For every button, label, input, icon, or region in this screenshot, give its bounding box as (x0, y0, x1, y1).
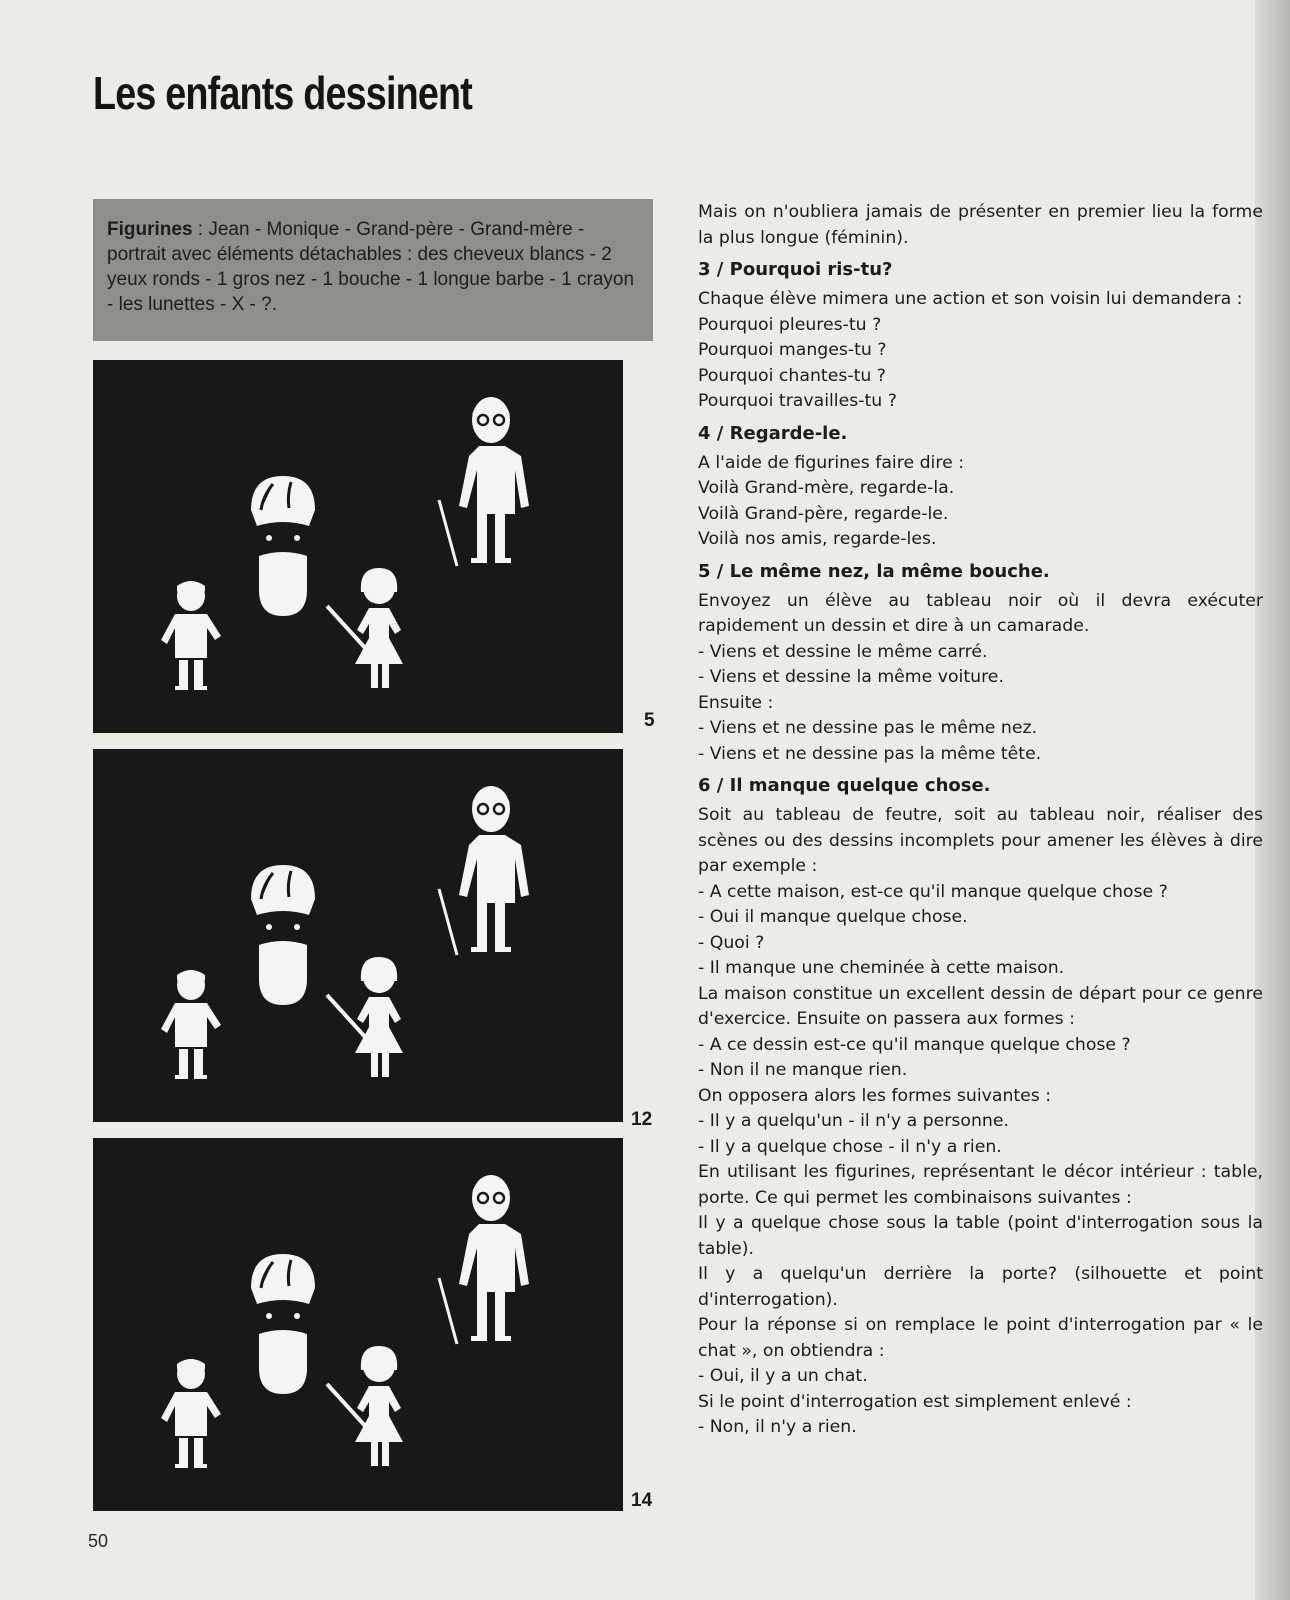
section-line: Ensuite : (698, 692, 774, 713)
illustration-panel-14 (93, 1138, 623, 1511)
grandfather-figure (439, 786, 529, 955)
section-line: Pourquoi pleures-tu ? (698, 314, 882, 335)
figurines-illustration (93, 749, 623, 1122)
section-line: - Quoi ? (698, 932, 765, 953)
section-line: Il y a quelqu'un derrière la porte? (silhouette et point d'interrogation). (698, 1264, 1263, 1310)
bearded-face (251, 476, 315, 616)
section-line: Voilà Grand-père, regarde-le. (698, 503, 949, 524)
section-line: Voilà nos amis, regarde-les. (698, 529, 937, 549)
section-heading: 3 / Pourquoi ris-tu? (698, 259, 893, 280)
page-number: 50 (88, 1531, 109, 1551)
section-line: Soit au tableau de feutre, soit au tableau noir, réaliser des scènes ou des dessins incomplets pour amener les élèves à dire par exemple : (698, 805, 1263, 876)
grandfather-figure (439, 1175, 529, 1344)
figurines-illustration (93, 1138, 623, 1511)
section-heading: 5 / Le même nez, la même bouche. (698, 560, 1050, 582)
section-line: On opposera alors les formes suivantes : (698, 1085, 1052, 1106)
section-line: Pourquoi manges-tu ? (698, 340, 887, 360)
section-line: Pour la réponse si on remplace le point d'interrogation par « le chat », on obtiendra : (698, 1315, 1263, 1361)
panel-number: 5 (644, 710, 655, 731)
bearded-face (251, 865, 315, 1005)
boy-figure (161, 970, 221, 1079)
section-line: Si le point d'interrogation est simplement enlevé : (698, 1391, 1132, 1412)
section-line: - Viens et dessine la même voiture. (698, 667, 1004, 687)
section-line: - Viens et ne dessine pas le même nez. (698, 718, 1038, 738)
girl-figure (327, 568, 403, 688)
figurines-label: Figurines (107, 219, 193, 240)
section-line: Il y a quelque chose sous la table (point d'interrogation sous la table). (698, 1213, 1263, 1259)
body-text-column (698, 200, 1263, 1441)
grandfather-figure (439, 397, 529, 566)
section-heading: 6 / Il manque quelque chose. (698, 775, 991, 796)
girl-figure (327, 1346, 403, 1466)
section-line: Pourquoi chantes-tu ? (698, 365, 886, 386)
page-title: Les enfants dessinent (93, 67, 472, 119)
section-line: Envoyez un élève au tableau noir où il devra exécuter rapidement un dessin et dire à un camarade. (698, 590, 1263, 636)
panel-number: 12 (631, 1109, 653, 1130)
figurines-text: : Jean - Monique - Grand-père - Grand-mère - portrait avec éléments détachables : des cheveux blancs - 2 yeux ronds - 1 gros nez - 1 bouche - 1 longue barbe - 1 crayon - les lunettes - X - ?. (107, 219, 635, 315)
section-line: La maison constitue un excellent dessin de départ pour ce genre d'exercice. Ensuite on passera aux formes : (698, 983, 1263, 1029)
section-line: - Viens et dessine le même carré. (698, 641, 988, 662)
section-line: - Il y a quelqu'un - il n'y a personne. (698, 1111, 1009, 1131)
section-line: - Oui il manque quelque chose. (698, 907, 968, 927)
illustration-panel-12 (93, 749, 623, 1122)
section-line: Chaque élève mimera une action et son voisin lui demandera : (698, 289, 1243, 309)
section-line: - Il manque une cheminée à cette maison. (698, 958, 1065, 978)
panel-number: 14 (631, 1490, 653, 1511)
section-line: - A cette maison, est-ce qu'il manque quelque chose ? (698, 881, 1168, 902)
figurines-box (93, 199, 653, 341)
section-line: A l'aide de figurines faire dire : (698, 452, 965, 473)
boy-figure (161, 581, 221, 690)
section-heading: 4 / Regarde-le. (698, 422, 848, 444)
illustration-panel-5 (93, 360, 623, 733)
section-line: - Il y a quelque chose - il n'y a rien. (698, 1136, 1002, 1157)
section-line: - Non, il n'y a rien. (698, 1417, 857, 1437)
section-line: Voilà Grand-mère, regarde-la. (698, 478, 955, 498)
intro-paragraph: Mais on n'oubliera jamais de présenter en premier lieu la forme la plus longue (féminin). (698, 202, 1263, 248)
section-line: - A ce dessin est-ce qu'il manque quelque chose ? (698, 1034, 1131, 1055)
section-line: - Oui, il y a un chat. (698, 1366, 868, 1386)
section-line: Pourquoi travailles-tu ? (698, 391, 897, 411)
sections-list (698, 257, 1263, 1441)
figurines-illustration (93, 360, 623, 733)
section-line: - Viens et ne dessine pas la même tête. (698, 743, 1042, 764)
section-line: - Non il ne manque rien. (698, 1060, 908, 1080)
bearded-face (251, 1254, 315, 1394)
section-line: En utilisant les figurines, représentant le décor intérieur : table, porte. Ce qui permet les combinaisons suivantes : (698, 1162, 1263, 1208)
girl-figure (327, 957, 403, 1077)
boy-figure (161, 1359, 221, 1468)
